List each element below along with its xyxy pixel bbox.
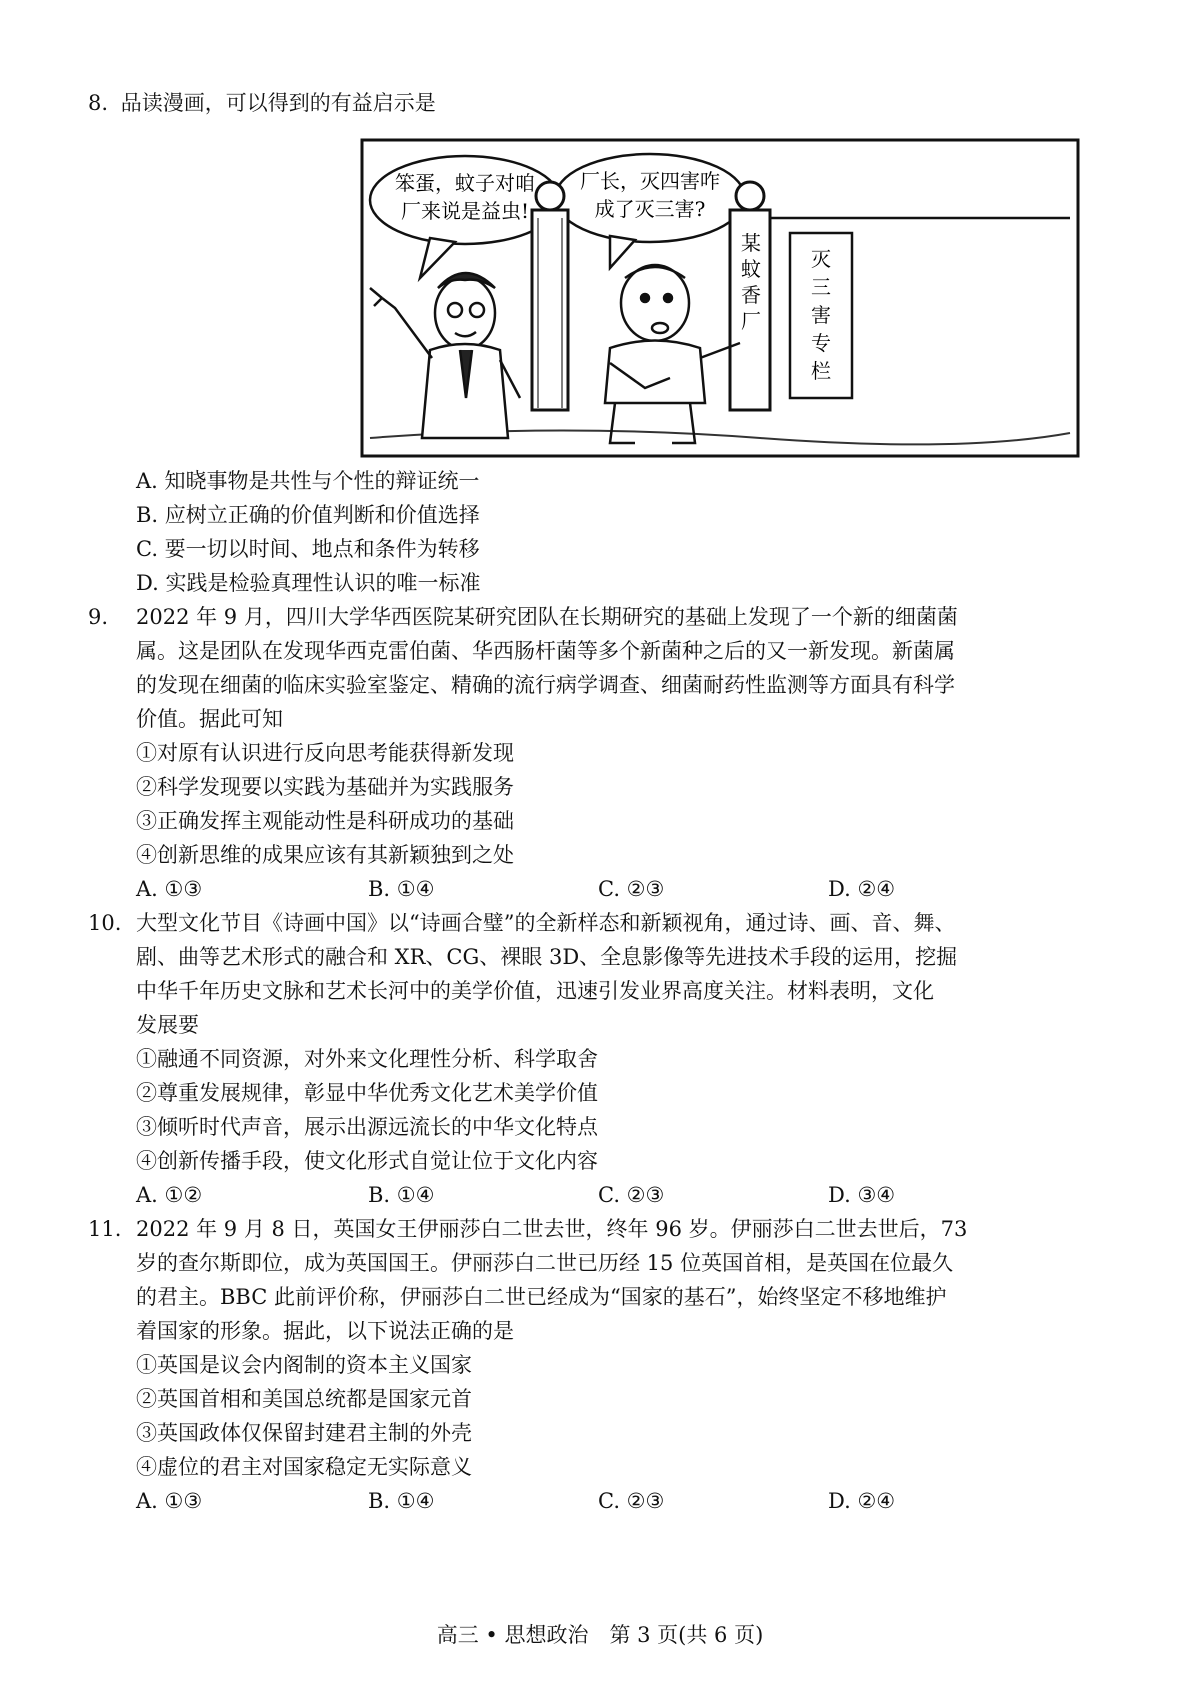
gate-sign-char-4: 厂: [741, 309, 761, 333]
q9-number: 9.: [88, 605, 109, 629]
q10-line-4: 发展要: [136, 1013, 199, 1037]
q8-option-b[interactable]: B. 应树立正确的价值判断和价值选择: [136, 503, 480, 527]
bubble-left-line-2: 厂来说是益虫!: [400, 199, 530, 223]
q9-item-4: ④创新思维的成果应该有其新颖独到之处: [136, 843, 514, 867]
q8-option-a[interactable]: A. 知晓事物是共性与个性的辩证统一: [136, 469, 480, 493]
gate-sign-char-2: 蚊: [741, 257, 761, 281]
cartoon-illustration: [360, 138, 1080, 458]
q10-item-2: ②尊重发展规律，彰显中华优秀文化艺术美学价值: [136, 1081, 598, 1105]
q8-number: 8.: [88, 91, 109, 115]
board-sign-char-5: 栏: [811, 359, 831, 383]
q11-choice-c[interactable]: C. ②③: [598, 1489, 665, 1513]
board-sign-char-1: 灭: [811, 247, 831, 271]
bubble-left-line-1: 笨蛋，蚊子对咱: [395, 171, 535, 195]
q8-option-c[interactable]: C. 要一切以时间、地点和条件为转移: [136, 537, 480, 561]
q9-item-1: ①对原有认识进行反向思考能获得新发现: [136, 741, 514, 765]
q10-choice-d[interactable]: D. ③④: [828, 1183, 896, 1207]
q10-line-1: 大型文化节目《诗画中国》以“诗画合璧”的全新样态和新颖视角，通过诗、画、音、舞、: [136, 911, 956, 935]
board-sign-char-2: 三: [811, 275, 831, 299]
q9-choice-d[interactable]: D. ②④: [828, 877, 896, 901]
q8-option-d[interactable]: D. 实践是检验真理性认识的唯一标准: [136, 571, 481, 595]
q11-choice-a[interactable]: A. ①③: [136, 1489, 203, 1513]
q10-choice-c[interactable]: C. ②③: [598, 1183, 665, 1207]
q11-item-3: ③英国政体仅保留封建君主制的外壳: [136, 1421, 472, 1445]
q10-line-2: 剧、曲等艺术形式的融合和 XR、CG、裸眼 3D、全息影像等先进技术手段的运用，挖掘: [136, 945, 958, 969]
q10-item-1: ①融通不同资源，对外来文化理性分析、科学取舍: [136, 1047, 598, 1071]
q11-line-4: 着国家的形象。据此，以下说法正确的是: [136, 1319, 514, 1343]
q10-number: 10.: [88, 911, 122, 935]
page-footer: 高三 • 思想政治 第 3 页(共 6 页): [436, 1623, 764, 1647]
q11-choice-d[interactable]: D. ②④: [828, 1489, 896, 1513]
q9-line-3: 的发现在细菌的临床实验室鉴定、精确的流行病学调查、细菌耐药性监测等方面具有科学: [136, 673, 955, 697]
q9-item-2: ②科学发现要以实践为基础并为实践服务: [136, 775, 514, 799]
q11-line-2: 岁的查尔斯即位，成为英国国王。伊丽莎白二世已历经 15 位英国首相，是英国在位最久: [136, 1251, 954, 1275]
bubble-right-line-1: 厂长，灭四害咋: [580, 169, 720, 193]
q9-item-3: ③正确发挥主观能动性是科研成功的基础: [136, 809, 514, 833]
q9-choice-c[interactable]: C. ②③: [598, 877, 665, 901]
q9-choice-b[interactable]: B. ①④: [368, 877, 435, 901]
gate-sign-char-1: 某: [741, 231, 761, 255]
q10-item-3: ③倾听时代声音，展示出源远流长的中华文化特点: [136, 1115, 598, 1139]
q10-choice-b[interactable]: B. ①④: [368, 1183, 435, 1207]
q10-choice-a[interactable]: A. ①②: [136, 1183, 203, 1207]
q11-line-1: 2022 年 9 月 8 日，英国女王伊丽莎白二世去世，终年 96 岁。伊丽莎白二世去世后，73: [136, 1217, 968, 1241]
gate-sign-char-3: 香: [741, 283, 761, 307]
q9-line-2: 属。这是团队在发现华西克雷伯菌、华西肠杆菌等多个新菌种之后的又一新发现。新菌属: [136, 639, 955, 663]
q11-item-2: ②英国首相和美国总统都是国家元首: [136, 1387, 472, 1411]
q9-choice-a[interactable]: A. ①③: [136, 877, 203, 901]
q11-item-1: ①英国是议会内阁制的资本主义国家: [136, 1353, 472, 1377]
board-sign-char-3: 害: [811, 303, 831, 327]
q11-number: 11.: [88, 1217, 122, 1241]
q11-choice-b[interactable]: B. ①④: [368, 1489, 435, 1513]
q8-stem: 品读漫画，可以得到的有益启示是: [120, 91, 436, 115]
q11-line-3: 的君主。BBC 此前评价称，伊丽莎白二世已经成为“国家的基石”，始终坚定不移地维护: [136, 1285, 947, 1309]
bubble-right-line-2: 成了灭三害?: [594, 197, 706, 221]
q10-item-4: ④创新传播手段，使文化形式自觉让位于文化内容: [136, 1149, 598, 1173]
board-sign-char-4: 专: [811, 331, 831, 355]
q11-item-4: ④虚位的君主对国家稳定无实际意义: [136, 1455, 472, 1479]
q9-line-1: 2022 年 9 月，四川大学华西医院某研究团队在长期研究的基础上发现了一个新的细菌菌: [136, 605, 958, 629]
q8-stem-line: [88, 88, 436, 118]
q9-line-4: 价值。据此可知: [136, 707, 283, 731]
q10-line-3: 中华千年历史文脉和艺术长河中的美学价值，迅速引发业界高度关注。材料表明，文化: [136, 979, 934, 1003]
